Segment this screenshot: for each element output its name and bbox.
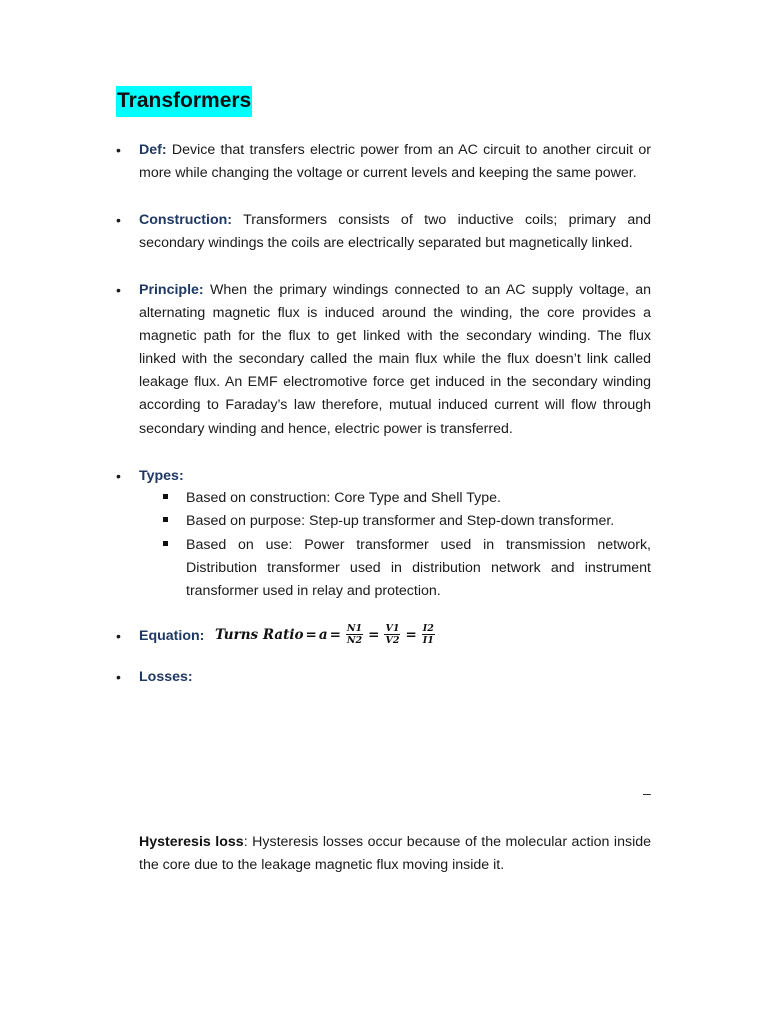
equals-sign: = bbox=[305, 626, 317, 643]
types-label: Types: bbox=[139, 468, 184, 484]
construction-text: Transformers consists of two inductive coils; primary and secondary windings the coils are electrically separated but magnetically linked. bbox=[139, 212, 651, 252]
hysteresis-paragraph bbox=[139, 831, 651, 877]
bullet-def bbox=[139, 139, 651, 185]
square-bullet bbox=[163, 494, 168, 499]
fraction-numerator: N1 bbox=[346, 623, 363, 634]
equation-label: Equation: bbox=[139, 628, 205, 644]
page-title: Transformers bbox=[116, 86, 252, 117]
losses-label: Losses: bbox=[139, 669, 193, 685]
square-bullet bbox=[163, 541, 168, 546]
construction-label: Construction: bbox=[139, 212, 232, 228]
fraction-n1-n2 bbox=[346, 623, 363, 646]
principle-label: Principle: bbox=[139, 282, 204, 298]
bullet-equation bbox=[139, 625, 219, 648]
hysteresis-text: : Hysteresis losses occur because of the molecular action inside the core due to the leakage magnetic flux moving inside it. bbox=[139, 834, 652, 874]
equals-sign: = bbox=[368, 626, 380, 643]
bullet-dot: • bbox=[116, 282, 121, 298]
types-item: Based on purpose: Step-up transformer and Step-down transformer. bbox=[186, 513, 615, 529]
def-text: Device that transfers electric power from an AC circuit to another circuit or more while changing the voltage or current levels and keeping the same power. bbox=[139, 142, 651, 182]
bullet-dot: • bbox=[116, 142, 121, 158]
bullet-types bbox=[139, 465, 651, 488]
fraction-v1-v2 bbox=[384, 623, 400, 646]
hysteresis-label: Hysteresis loss bbox=[139, 834, 244, 850]
turns-ratio-equation bbox=[215, 623, 438, 646]
bullet-construction bbox=[139, 209, 651, 255]
fraction-denominator: V2 bbox=[385, 635, 400, 646]
types-item: Based on use: Power transformer used in transmission network, Distribution transformer used in distribution network and instrument transformer used in relay and protection. bbox=[186, 537, 651, 600]
equals-sign: = bbox=[405, 626, 417, 643]
dash-mark: – bbox=[643, 785, 651, 801]
fraction-numerator: I2 bbox=[422, 623, 434, 634]
bullet-dot: • bbox=[116, 468, 121, 484]
square-bullet bbox=[163, 517, 168, 522]
bullet-losses bbox=[139, 666, 651, 689]
fraction-denominator: N2 bbox=[346, 635, 363, 646]
bullet-dot: • bbox=[116, 212, 121, 228]
equation-lhs: Turns Ratio bbox=[215, 626, 304, 643]
bullet-dot: • bbox=[116, 669, 121, 685]
bullet-principle bbox=[139, 279, 651, 441]
bullet-dot: • bbox=[116, 628, 121, 644]
fraction-denominator: I1 bbox=[422, 635, 434, 646]
def-label: Def: bbox=[139, 142, 167, 158]
principle-text: When the primary windings connected to an AC supply voltage, an alternating magnetic flux is induced around the winding, the core provides a magnetic path for the flux to get linked with the secondary winding. The flux linked with the secondary called the main flux while the flux doesn’t link called leakage flux. An EMF electromotive force get induced in the secondary winding according to Faraday’s law therefore, mutual induced current will flow through secondary winding and hence, electric power is transferred. bbox=[139, 282, 651, 437]
equals-sign: = bbox=[329, 626, 341, 643]
fraction-numerator: V1 bbox=[385, 623, 400, 634]
fraction-i2-i1 bbox=[422, 623, 435, 646]
equation-a: a bbox=[318, 626, 328, 643]
types-item: Based on construction: Core Type and Shell Type. bbox=[186, 490, 501, 506]
